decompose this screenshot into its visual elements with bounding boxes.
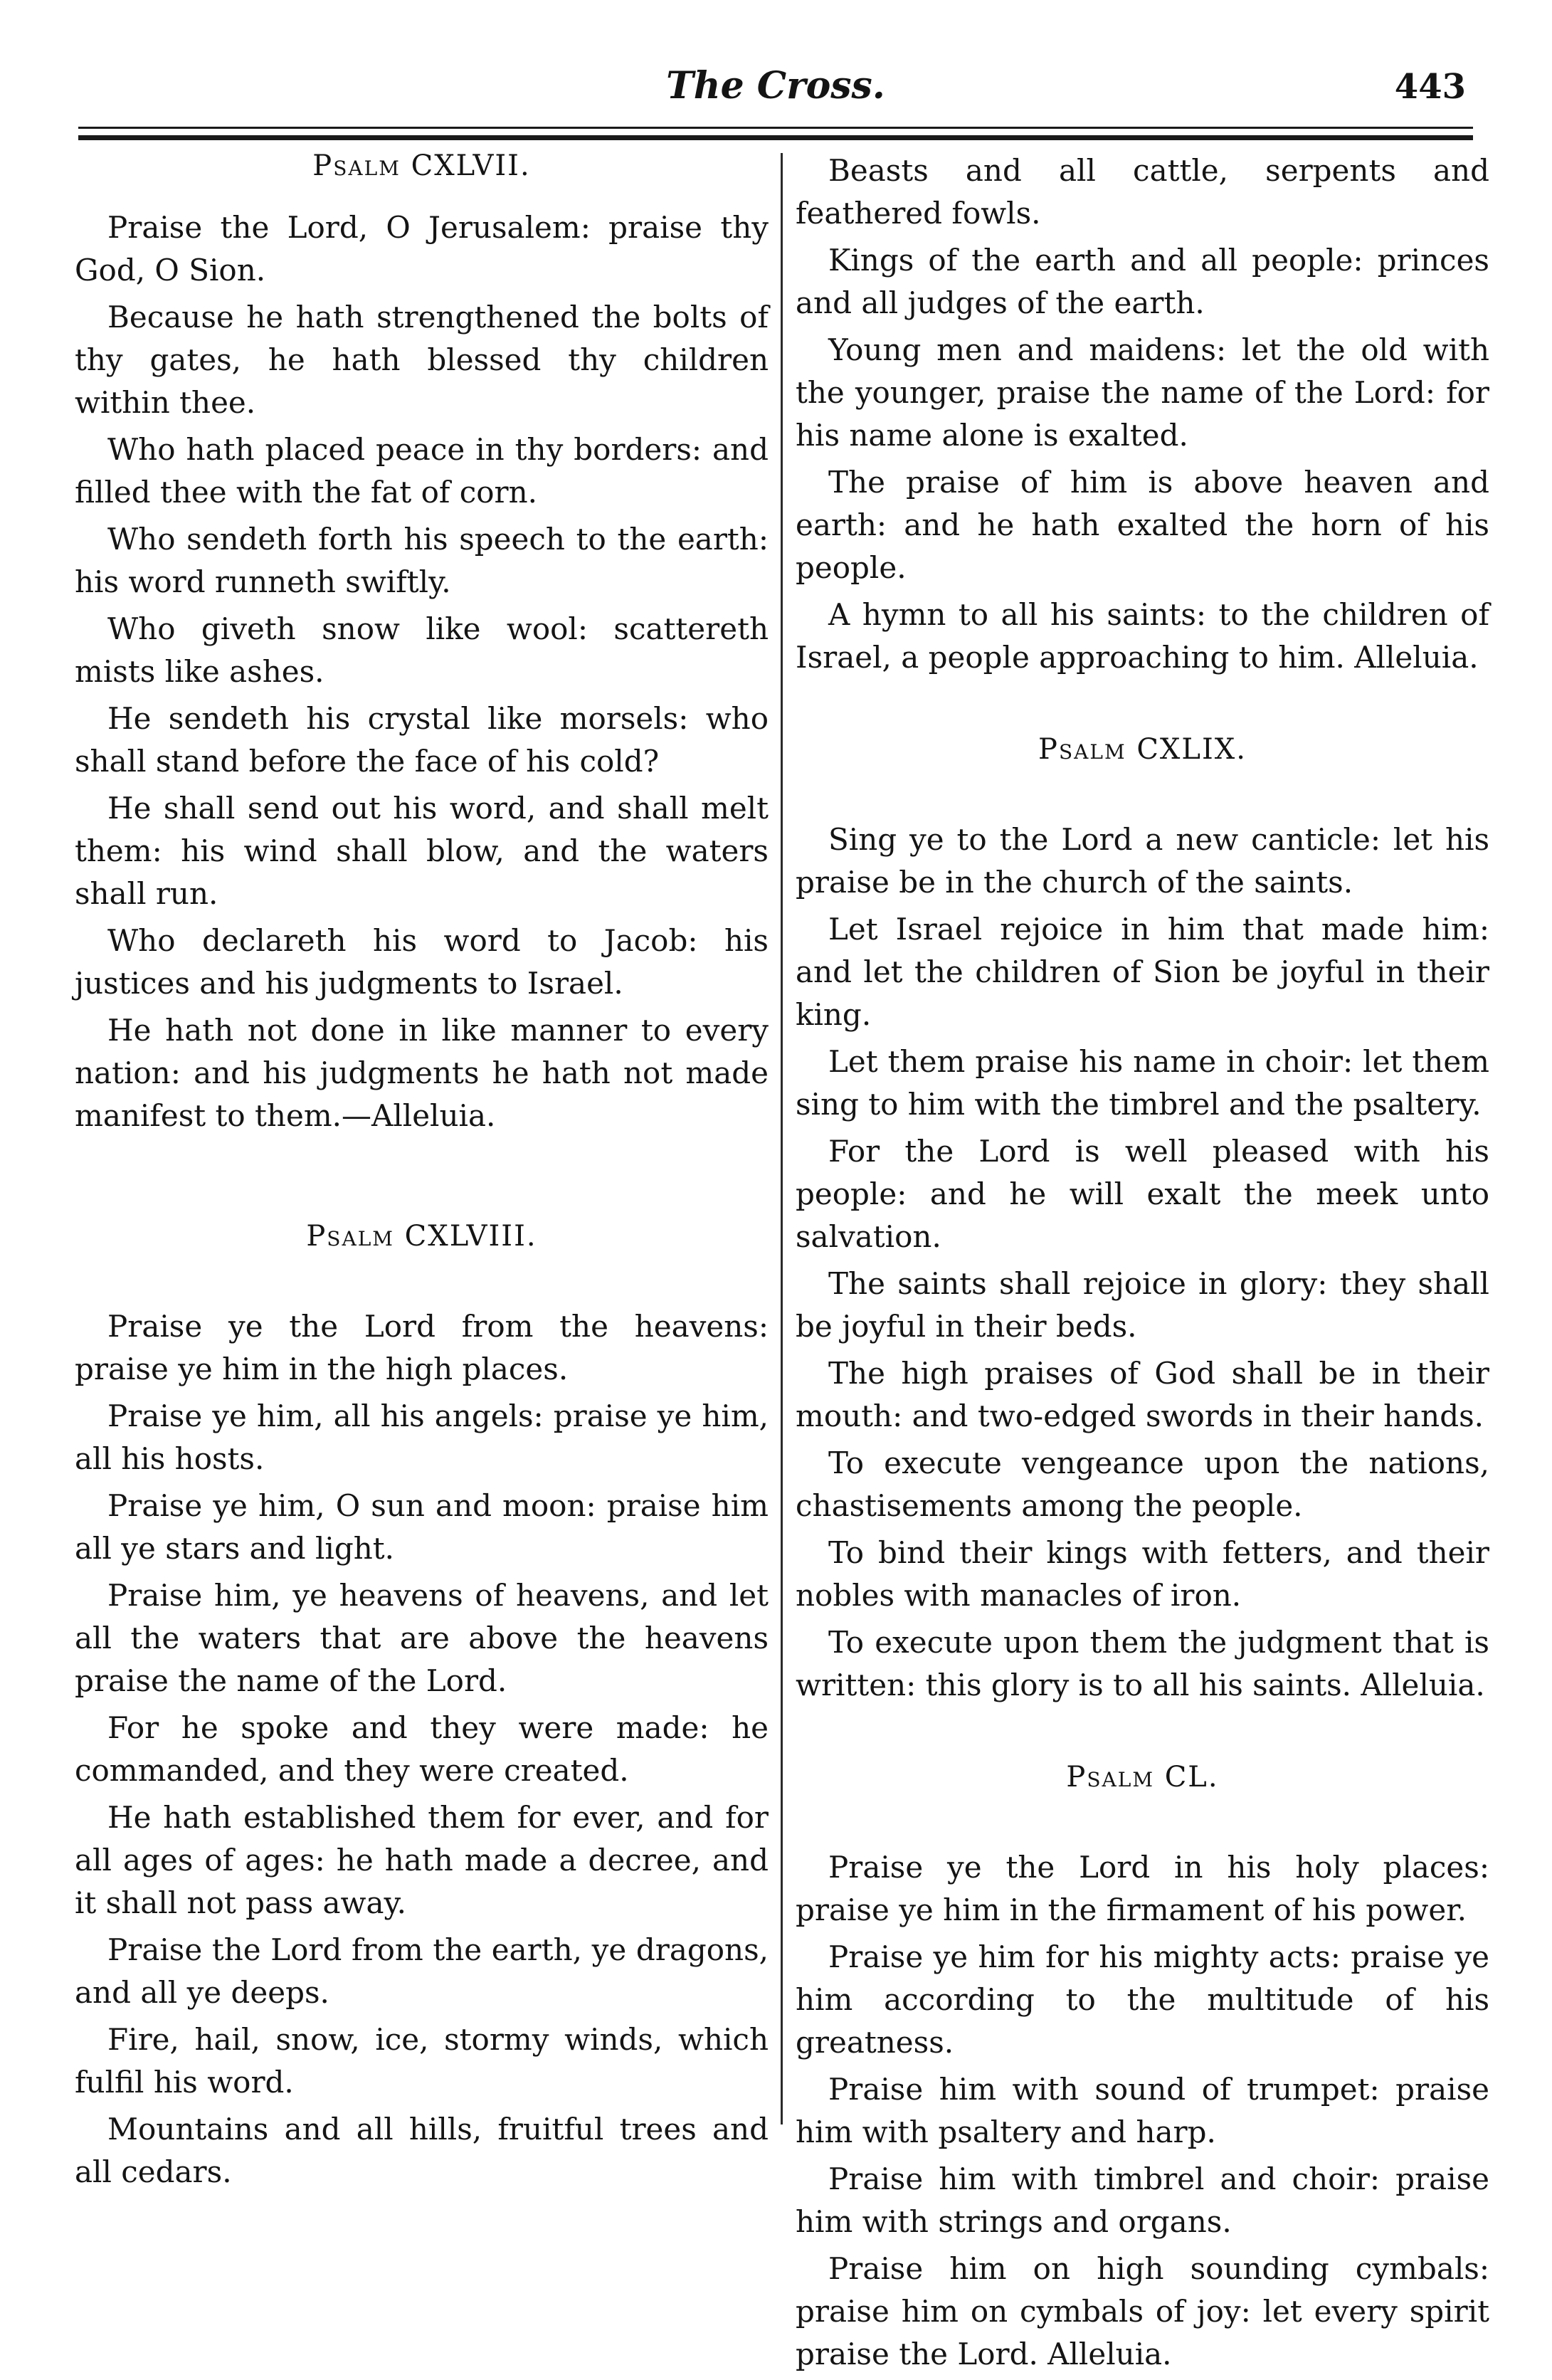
heading-spacer xyxy=(796,790,1489,818)
psalm-147-verse-3: Who hath placed peace in thy borders: and filled thee with the fat of corn. xyxy=(75,432,769,510)
section-gap xyxy=(75,1142,769,1220)
psalm-149-verse-5: The saints shall rejoice in glory: they shall be joyful in their beds. xyxy=(796,1266,1489,1344)
psalm-149-verse-4: For the Lord is well pleased with his people: and he will exalt the meek unto salvation. xyxy=(796,1134,1489,1254)
psalm-148-verse-8: Fire, hail, snow, ice, stormy winds, which fulfil his word. xyxy=(75,2022,769,2100)
psalm-149-verse-1: Sing ye to the Lord a new canticle: let his praise be in the church of the saints. xyxy=(796,822,1489,900)
heading-spacer xyxy=(796,1818,1489,1846)
psalm-149-verse-9: To execute upon them the judgment that is written: this glory is to all his saints. Alleluia. xyxy=(796,1625,1489,1702)
left-column xyxy=(75,149,769,2198)
header-rule-thick xyxy=(78,135,1473,140)
psalm-147-verse-1: Praise the Lord, O Jerusalem: praise thy God, O Sion. xyxy=(75,210,769,288)
psalm-147-verse-9: He hath not done in like manner to every nation: and his judgments he hath not made manifest to them.—Alleluia. xyxy=(75,1013,769,1133)
psalm-149-verse-6: The high praises of God shall be in their mouth: and two-edged swords in their hands. xyxy=(796,1356,1489,1433)
heading-spacer xyxy=(75,1277,769,1305)
right-column xyxy=(796,149,1489,2380)
psalm-148-verse-5: For he spoke and they were made: he commanded, and they were created. xyxy=(75,1710,769,1788)
psalm-148-verse-3: Praise ye him, O sun and moon: praise him all ye stars and light. xyxy=(75,1488,769,1566)
psalm-147-verse-8: Who declareth his word to Jacob: his justices and his judgments to Israel. xyxy=(75,923,769,1001)
psalm-148-verse-1: Praise ye the Lord from the heavens: praise ye him in the high places. xyxy=(75,1309,769,1386)
psalm-148-verse-7: Praise the Lord from the earth, ye dragons, and all ye deeps. xyxy=(75,1932,769,2010)
psalm-150-heading: Psalm CL. xyxy=(1066,1761,1219,1794)
psalm-150-verse-3: Praise him with sound of trumpet: praise him with psaltery and harp. xyxy=(796,2072,1489,2149)
psalm-150-verse-4: Praise him with timbrel and choir: praise him with strings and organs. xyxy=(796,2162,1489,2239)
psalm-150-verse-1: Praise ye the Lord in his holy places: praise ye him in the firmament of his power. xyxy=(796,1850,1489,1927)
psalm-149-verse-7: To execute vengeance upon the nations, chastisements among the people. xyxy=(796,1446,1489,1523)
section-gap xyxy=(796,1711,1489,1761)
psalm-148-cont-verse-5: A hymn to all his saints: to the children of Israel, a people approaching to him. Alleluia. xyxy=(796,597,1489,675)
header-rule-thin xyxy=(78,127,1473,129)
psalm-147-verse-5: Who giveth snow like wool: scattereth mists like ashes. xyxy=(75,611,769,689)
psalm-148-verse-6: He hath established them for ever, and for all ages of ages: he hath made a decree, and it shall not pass away. xyxy=(75,1800,769,1920)
running-title: The Cross. xyxy=(666,64,885,107)
psalm-148-cont-verse-4: The praise of him is above heaven and earth: and he hath exalted the horn of his people. xyxy=(796,465,1489,585)
psalm-148-cont-verse-3: Young men and maidens: let the old with the younger, praise the name of the Lord: for his name alone is exalted. xyxy=(796,332,1489,453)
psalm-148-verse-2: Praise ye him, all his angels: praise ye him, all his hosts. xyxy=(75,1399,769,1476)
column-divider xyxy=(781,153,783,2124)
masthead xyxy=(78,64,1473,121)
psalm-147-verse-2: Because he hath strengthened the bolts of thy gates, he hath blessed thy children within thee. xyxy=(75,300,769,420)
psalm-150-verse-5: Praise him on high sounding cymbals: praise him on cymbals of joy: let every spirit praise the Lord. Alleluia. xyxy=(796,2251,1489,2371)
psalm-147-verse-6: He sendeth his crystal like morsels: who shall stand before the face of his cold? xyxy=(75,701,769,779)
page-number: 443 xyxy=(1394,67,1466,107)
psalm-149-verse-2: Let Israel rejoice in him that made him: and let the children of Sion be joyful in their king. xyxy=(796,912,1489,1032)
psalm-148-verse-9: Mountains and all hills, fruitful trees and all cedars. xyxy=(75,2112,769,2189)
psalm-149-verse-8: To bind their kings with fetters, and their nobles with manacles of iron. xyxy=(796,1535,1489,1613)
psalm-150-verse-2: Praise ye him for his mighty acts: praise ye him according to the multitude of his greatness. xyxy=(796,1939,1489,2060)
psalm-147-heading: Psalm CXLVII. xyxy=(312,149,531,182)
section-gap xyxy=(796,683,1489,733)
psalm-148-verse-4: Praise him, ye heavens of heavens, and let all the waters that are above the heavens praise the name of the Lord. xyxy=(75,1578,769,1698)
psalm-147-verse-7: He shall send out his word, and shall melt them: his wind shall blow, and the waters shall run. xyxy=(75,791,769,911)
psalm-147-verse-4: Who sendeth forth his speech to the earth: his word runneth swiftly. xyxy=(75,522,769,599)
psalm-148-cont-verse-2: Kings of the earth and all people: princes and all judges of the earth. xyxy=(796,243,1489,320)
psalm-148-heading: Psalm CXLVIII. xyxy=(306,1220,537,1253)
psalm-149-verse-3: Let them praise his name in choir: let them sing to him with the timbrel and the psaltery. xyxy=(796,1044,1489,1122)
psalm-148-cont-verse-1: Beasts and all cattle, serpents and feathered fowls. xyxy=(796,153,1489,231)
psalm-149-heading: Psalm CXLIX. xyxy=(1038,733,1247,766)
